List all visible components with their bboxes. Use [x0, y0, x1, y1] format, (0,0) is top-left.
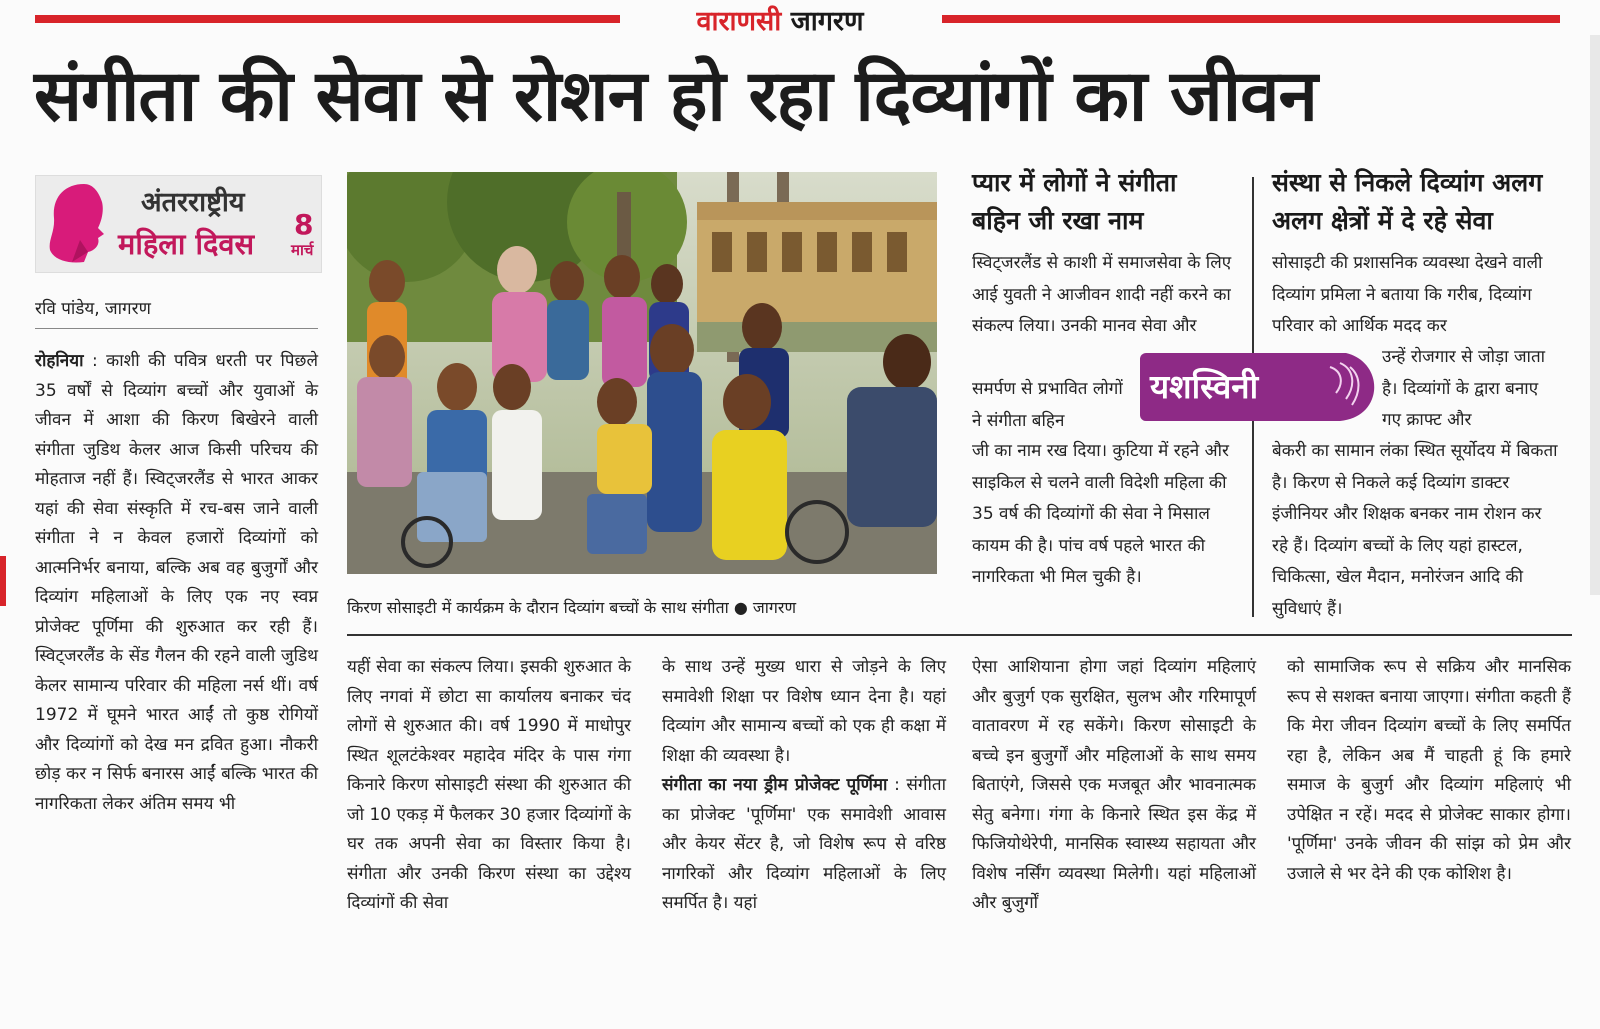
- photo-caption: किरण सोसाइटी में कार्यक्रम के दौरान दिव्यांग बच्चों के साथ संगीता ● जागरण: [347, 598, 797, 617]
- subheading-purnima: संगीता का नया ड्रीम प्रोजेक्ट पूर्णिमा: [662, 775, 888, 795]
- sidebar1-text-mid: समर्पण से प्रभावित लोगों ने संगीता बहिन: [972, 379, 1123, 431]
- article-text: : संगीता का प्रोजेक्ट 'पूर्णिमा' एक समावेशी आवास और केयर सेंटर है, जो विशेष रूप से वरिष्ठ नागरिकों और दिव्यांग महिलाओं के लिए समर्पित है। यहां: [662, 775, 946, 913]
- sidebar2-text-mid: उन्हें रोजगार से जोड़ा जाता है। दिव्यांगों के द्वारा बनाए गए क्राफ्ट और: [1382, 347, 1546, 430]
- woman-silhouette-icon: [1316, 353, 1380, 421]
- left-page-marker: [0, 556, 6, 606]
- article-text: : काशी की पवित्र धरती पर पिछले 35 वर्षों से दिव्यांग बच्चों और युवाओं के जीवन में आशा की किरण बिखेरने वाली संगीता जुडिथ केलर आज किसी परिचय की मोहताज नहीं हैं। स्विट्जरलैंड से भारत आकर यहां की सेवा संस्कृति में रच-बस जाने वाली संगीता ने न केवल हजारों दिव्यांगों को आत्मनिर्भर बनाया, बल्कि अब वह बुजुर्गों और दिव्यांग महिलाओं के लिए एक नए स्वप्न प्रोजेक्ट पूर्णिमा की शुरुआत कर रही हैं। स्विट्जरलैंड के सेंड गैलन की रहने वाली जुडिथ केलर सामान्य परिवार की महिला नर्स थीं। वर्ष 1972 में घूमने भारत आईं तो कुष्ठ रोगियों और दिव्यांगों को देख मन द्रवित हुआ। नौकरी छोड़ कर न सिर्फ बनारस आईं बल्कि भारत की नागरिकता लेकर अंतिम समय भी: [35, 351, 318, 814]
- masthead-rule-right: [942, 15, 1560, 23]
- article-photo: [347, 172, 937, 574]
- group-photo-illustration: [347, 172, 937, 574]
- adjacent-page-edge: [1590, 35, 1600, 595]
- sidebar1-text-top: स्विट्जरलैंड से काशी में समाजसेवा के लिए आई युवती ने आजीवन शादी नहीं करने का संकल्प लिया। उनकी मानव सेवा और: [972, 253, 1232, 336]
- byline: रवि पांडेय, जागरण: [35, 299, 151, 319]
- sidebar1-text-bottom: जी का नाम रख दिया। कुटिया में रहने और साइकिल से चलने वाली विदेशी महिला की 35 वर्ष की दिव्यांगों की सेवा ने मिसाल कायम की है। पांच वर्ष पहले भारत की नागरिकता भी मिल चुकी है।: [972, 441, 1229, 587]
- banner-line2: महिला दिवस: [118, 227, 255, 261]
- section-rule: [347, 634, 1572, 636]
- woman-profile-icon: [44, 180, 114, 266]
- sidebar1-heading: प्यार में लोगों ने संगीता बहिन जी रखा नाम: [972, 168, 1177, 235]
- womens-day-banner: [35, 175, 322, 273]
- banner-line1: अंतरराष्ट्रीय: [141, 187, 245, 218]
- article-column-1: [35, 347, 318, 819]
- sidebar2-text-bottom: बेकरी का सामान लंका स्थित सूर्योदय में बिकता है। किरण से निकले कई दिव्यांग डाक्टर इंजीनियर और शिक्षक बनकर नाम रोशन कर रहे हैं। दिव्यांग बच्चों के लिए यहां हास्टल, चिकित्सा, खेल मैदान, मनोरंजन आदि की सुविधाएं हैं।: [1272, 441, 1558, 619]
- banner-month: मार्च: [291, 241, 314, 259]
- sidebar2-heading: संस्था से निकले दिव्यांग अलग अलग क्षेत्रों में दे रहे सेवा: [1272, 168, 1543, 235]
- byline-rule: [35, 328, 318, 329]
- dateline: रोहनिया: [35, 351, 84, 371]
- masthead-paper: जागरण: [781, 6, 864, 37]
- article-column-3: [662, 653, 946, 919]
- sidebar2-text-top: सोसाइटी की प्रशासनिक व्यवस्था देखने वाली दिव्यांग प्रमिला ने बताया कि गरीब, दिव्यांग परिवार को आर्थिक मदद कर: [1272, 253, 1543, 336]
- banner-date: 8: [294, 208, 314, 241]
- yashaswini-label: यशस्विनी: [1150, 367, 1259, 406]
- masthead-rule-left: [35, 15, 620, 23]
- article-text: के साथ उन्हें मुख्य धारा से जोड़ने के लिए समावेशी शिक्षा पर विशेष ध्यान देना है। यहां दिव्यांग और सामान्य बच्चों को एक ही कक्षा में शिक्षा की व्यवस्था है।: [662, 657, 946, 766]
- article-column-4: ऐसा आशियाना होगा जहां दिव्यांग महिलाएं और बुजुर्ग एक सुरक्षित, सुलभ और गरिमापूर्ण वातावरण में रह सकेंगे। किरण सोसाइटी के बच्चे इन बुजुर्गों और महिलाओं के साथ समय बिताएंगे, जिससे एक मजबूत और भावनात्मक सेतु बनेगा। गंगा के किनारे स्थित इस केंद्र में फिजियोथेरेपी, मानसिक स्वास्थ्य सहायता और विशेष नर्सिंग व्यवस्था मिलेगी। यहां महिलाओं और बुजुर्गों: [972, 657, 1256, 913]
- yashaswini-badge: [1140, 353, 1380, 421]
- masthead-city: वाराणसी: [696, 6, 782, 37]
- page-headline: संगीता की सेवा से रोशन हो रहा दिव्यांगों का जीवन: [34, 54, 1317, 137]
- masthead-logo: [620, 0, 940, 44]
- article-column-5: को सामाजिक रूप से सक्रिय और मानसिक रूप से सशक्त बनाया जाएगा। संगीता कहती हैं कि मेरा जीवन दिव्यांग बच्चों के लिए समर्पित रहा है, लेकिन अब मैं चाहती हूं कि हमारे समाज के बुजुर्ग और दिव्यांग महिलाएं भी उपेक्षित न रहें। मदद से प्रोजेक्ट साकार होगा। 'पूर्णिमा' उनके जीवन की सांझ को प्रेम और उजाले से भर देने की एक कोशिश है।: [1287, 657, 1571, 884]
- article-column-2: यहीं सेवा का संकल्प लिया। इसकी शुरुआत के लिए नगवां में छोटा सा कार्यालय बनाकर चंद लोगों से शुरुआत की। वर्ष 1990 में माधोपुर स्थित शूलटंकेश्वर महादेव मंदिर के पास गंगा किनारे किरण सोसाइटी संस्था की शुरुआत की जो 10 एकड़ में फैलकर 30 हजार दिव्यांगों के घर तक अपनी सेवा का विस्तार किया है। संगीता और उनकी किरण संस्था का उद्देश्य दिव्यांगों की सेवा: [347, 657, 631, 913]
